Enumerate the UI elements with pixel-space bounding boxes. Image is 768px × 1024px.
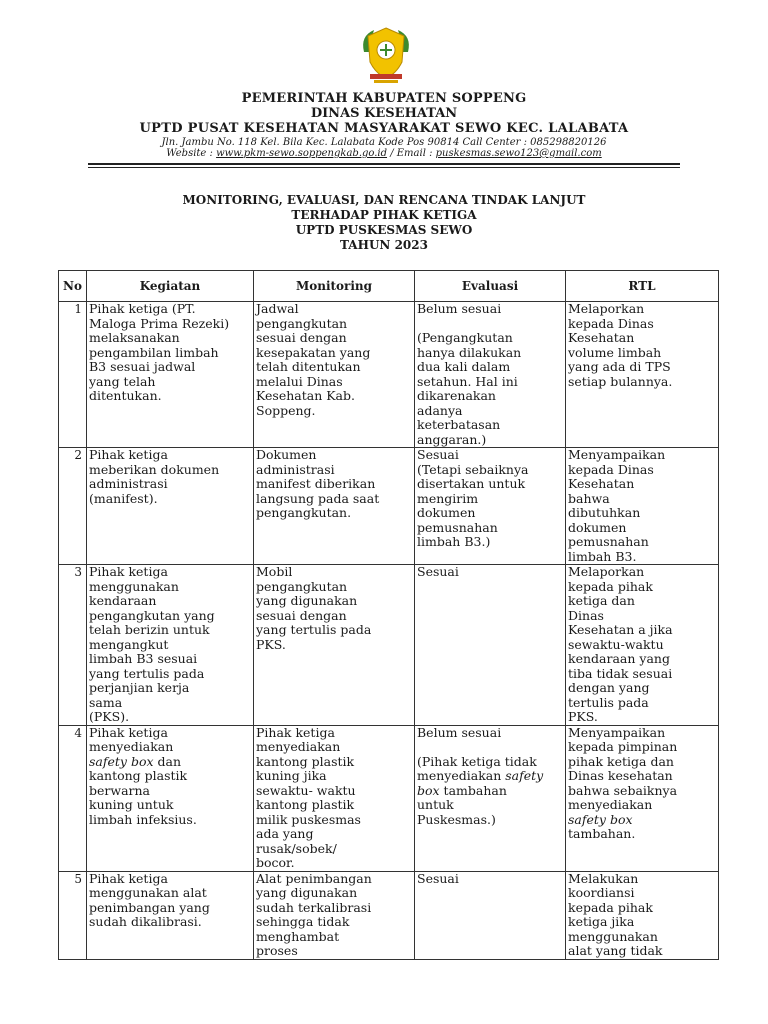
evaluasi-status: Sesuai [417, 870, 459, 886]
evaluasi-cell [415, 565, 566, 726]
table-row [59, 871, 719, 959]
kegiatan-cell: Pihak ketiga (PT. Maloga Prima Rezeki) melaksanakan pengambilan limbah B3 sesuai jadwal yang telah ditentukan. [87, 302, 254, 448]
rtl-cell: Melaporkan kepada pihak ketiga dan Dinas Kesehatan a jika sewaktu-waktu kendaraan yang tiba tidak sesuai dengan yang tertulis pada PKS. [566, 565, 719, 726]
evaluasi-cell [415, 448, 566, 565]
row-number: 2 [59, 448, 87, 565]
evaluasi-status: Belum sesuai [417, 724, 502, 740]
evaluasi-note: (Tetapi sebaiknya disertakan untuk mengirim dokumen pemusnahan limbah B3.) [417, 461, 529, 549]
kegiatan-cell: Pihak ketiga menggunakan kendaraan pengangkutan yang telah berizin untuk mengangkut limbah B3 sesuai yang tertulis pada perjanjian kerja sama (PKS). [87, 565, 254, 726]
table-row [59, 448, 719, 565]
evaluasi-cell: Belum sesuai (Pihak ketiga tidak menyediakan safety box tambahan untuk Puskesmas.) [415, 725, 566, 871]
header-rtl: RTL [566, 271, 719, 302]
monitoring-table [58, 270, 719, 960]
kegiatan-cell: Pihak ketiga meberikan dokumen administrasi (manifest). [87, 448, 254, 565]
website-link[interactable]: www.pkm-sewo.soppengkab.go.id [216, 148, 388, 159]
header-no: No [59, 271, 87, 302]
letterhead-rule-thin [88, 167, 680, 168]
evaluasi-cell [415, 871, 566, 959]
header-evaluasi: Evaluasi [415, 271, 566, 302]
row-number: 5 [59, 871, 87, 959]
rtl-cell: Menyampaikan kepada pimpinan pihak ketiga dan Dinas kesehatan bahwa sebaiknya menyediakan safety box tambahan. [566, 725, 719, 871]
soppeng-regency-emblem [356, 22, 416, 88]
evaluasi-status: Sesuai [417, 447, 459, 462]
table-row [59, 302, 719, 448]
rtl-cell: Melaporkan kepada Dinas Kesehatan volume limbah yang ada di TPS setiap bulannya. [566, 302, 719, 448]
monitoring-cell: Dokumen administrasi manifest diberikan langsung pada saat pengangkutan. [254, 448, 415, 565]
email-link[interactable]: puskesmas.sewo123@gmail.com [435, 148, 602, 159]
rtl-cell: Menyampaikan kepada Dinas Kesehatan bahwa dibutuhkan dokumen pemusnahan limbah B3. [566, 448, 719, 565]
safety-box-term: safety box [568, 811, 633, 827]
evaluasi-status: Sesuai [417, 564, 459, 579]
header-kegiatan: Kegiatan [87, 271, 254, 302]
safety-box-term: safety box [89, 753, 154, 769]
evaluasi-status: Belum sesuai [417, 301, 502, 316]
monitoring-cell: Pihak ketiga menyediakan kantong plastik kuning jika sewaktu- waktu kantong plastik milik puskesmas ada yang rusak/sobek/ bocor. [254, 725, 415, 871]
table-row [59, 565, 719, 726]
letterhead-agency: DINAS KESEHATAN [310, 106, 458, 121]
table-row [59, 725, 719, 871]
document-title-line1: MONITORING, EVALUASI, DAN RENCANA TINDAK LANJUT [182, 193, 586, 207]
monitoring-cell: Mobil pengangkutan yang digunakan sesuai dengan yang tertulis pada PKS. [254, 565, 415, 726]
safety-box-term: safety box [417, 768, 544, 798]
table-header-row [59, 271, 719, 302]
evaluasi-cell [415, 302, 566, 448]
evaluasi-note: (Pengangkutan hanya dilakukan dua kali dalam setahun. Hal ini dikarenakan adanya keterbatasan anggaran.) [417, 330, 522, 447]
letterhead-government: PEMERINTAH KABUPATEN SOPPENG [241, 91, 527, 106]
letterhead-unit: UPTD PUSAT KESEHATAN MASYARAKAT SEWO KEC. LALABATA [139, 121, 629, 136]
rtl-cell: Melakukan koordiansi kepada pihak ketiga jika menggunakan alat yang tidak [566, 871, 719, 959]
header-monitoring: Monitoring [254, 271, 415, 302]
document-title-line3: UPTD PUSKESMAS SEWO [295, 223, 473, 237]
letterhead-rule-thick [88, 163, 680, 165]
monitoring-cell: Jadwal pengangkutan sesuai dengan kesepakatan yang telah ditentukan melalui Dinas Kesehatan Kab. Soppeng. [254, 302, 415, 448]
letterhead-address: Jln. Jambu No. 118 Kel. Bila Kec. Lalabata Kode Pos 90814 Call Center : 085298820126 [161, 137, 607, 148]
letterhead-contact: Website : www.pkm-sewo.soppengkab.go.id / Email : puskesmas.sewo123@gmail.com [166, 148, 602, 159]
document-title-year: TAHUN 2023 [340, 238, 428, 252]
row-number: 4 [59, 725, 87, 871]
kegiatan-cell: Pihak ketiga menggunakan alat penimbangan yang sudah dikalibrasi. [87, 871, 254, 959]
document-title-line2: TERHADAP PIHAK KETIGA [291, 208, 477, 222]
monitoring-cell: Alat penimbangan yang digunakan sudah terkalibrasi sehingga tidak menghambat proses [254, 871, 415, 959]
kegiatan-cell: Pihak ketiga menyediakan safety box dan kantong plastik berwarna kuning untuk limbah infeksius. [87, 725, 254, 871]
row-number: 1 [59, 302, 87, 448]
row-number: 3 [59, 565, 87, 726]
